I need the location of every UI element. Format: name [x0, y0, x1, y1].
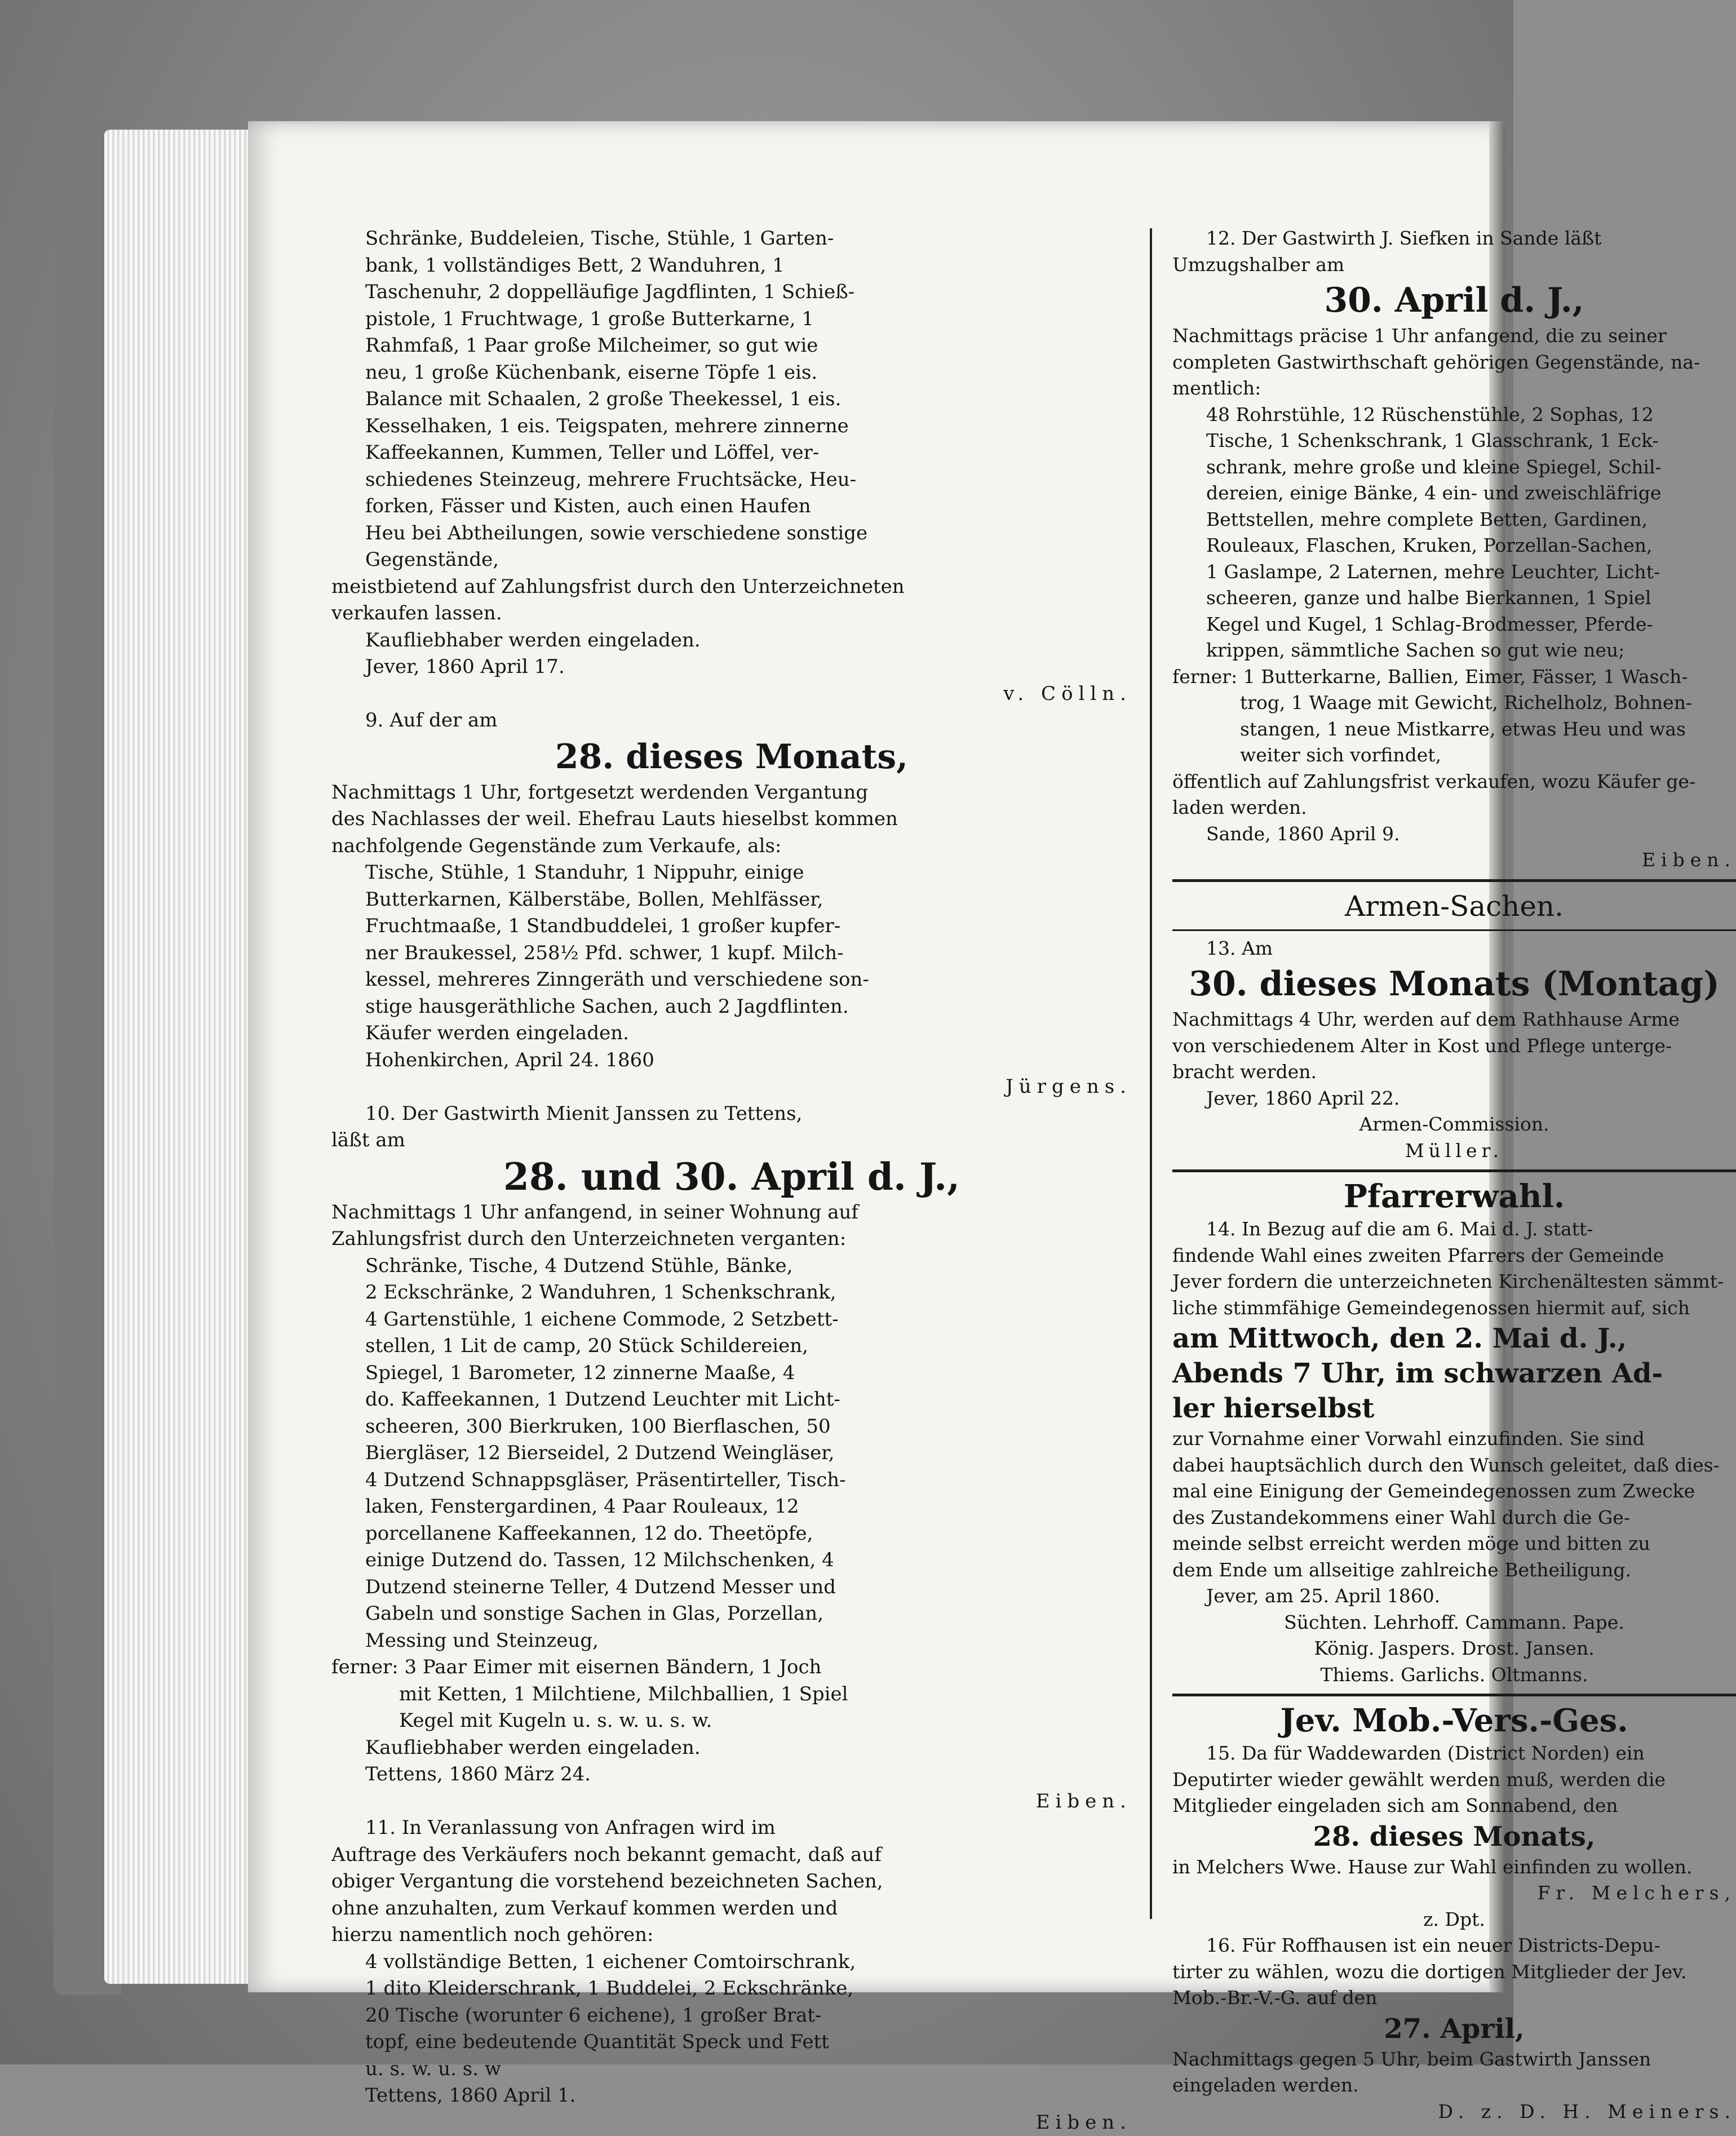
text-line: 16. Für Roffhausen ist ein neuer Districts-Depu- [1172, 1933, 1736, 1959]
text-line: mentlich: [1172, 375, 1736, 402]
text-line: completen Gastwirthschaft gehörigen Gegenstände, na- [1172, 349, 1736, 376]
text-line: ferner: 3 Paar Eimer mit eisernen Bändern, 1 Joch [331, 1654, 1132, 1681]
place-date: Jever, 1860 April 17. [331, 654, 1132, 681]
text-line: ferner: 1 Butterkarne, Ballien, Eimer, Fässer, 1 Wasch- [1172, 664, 1736, 690]
signature: Eiben. [331, 2110, 1132, 2136]
text-line: Auftrage des Verkäufers noch bekannt gemacht, daß auf [331, 1842, 1132, 1869]
text-line: zur Vornahme einer Vorwahl einzufinden. Sie sind [1172, 1426, 1736, 1452]
text-line: do. Kaffeekannen, 1 Dutzend Leuchter mit Licht- [365, 1386, 1132, 1413]
text-line: in Melchers Wwe. Hause zur Wahl einfinden zu wollen. [1172, 1854, 1736, 1881]
text-line: tirter zu wählen, wozu die dortigen Mitglieder der Jev. [1172, 1959, 1736, 1986]
text-line: Mitglieder eingeladen sich am Sonnabend, den [1172, 1793, 1736, 1819]
text-line: liche stimmfähige Gemeindegenossen hiermit auf, sich [1172, 1295, 1736, 1322]
entry-9 [331, 707, 1132, 1101]
entry-16 [1172, 1933, 1736, 2125]
text-line: schiedenes Steinzeug, mehrere Fruchtsäcke, Heu- [365, 467, 1132, 494]
text-line: mal eine Einigung der Gemeindegenossen zum Zwecke [1172, 1478, 1736, 1505]
entry-continued [331, 225, 1132, 707]
text-line: einige Dutzend do. Tassen, 12 Milchschenken, 4 [365, 1547, 1132, 1574]
meeting-date: ler hierselbst [1172, 1391, 1736, 1426]
text-line: meinde selbst erreicht werden möge und bitten zu [1172, 1531, 1736, 1557]
text-line: Zahlungsfrist durch den Unterzeichneten verganten: [331, 1226, 1132, 1253]
text-line: Gabeln und sonstige Sachen in Glas, Porzellan, [365, 1601, 1132, 1628]
section-heading-pfarrerwahl: Pfarrerwahl. [1172, 1177, 1736, 1216]
text-line: Messing und Steinzeug, [365, 1628, 1132, 1655]
text-line: findende Wahl eines zweiten Pfarrers der Gemeinde [1172, 1243, 1736, 1269]
item-list [1172, 402, 1736, 664]
text-line: 14. In Bezug auf die am 6. Mai d. J. statt- [1172, 1216, 1736, 1243]
text-line: 1 Gaslampe, 2 Laternen, mehre Leuchter, Licht- [1206, 559, 1736, 586]
text-line: Schränke, Tische, 4 Dutzend Stühle, Bänke, [365, 1253, 1132, 1280]
auction-date: 28. dieses Monats, [331, 734, 1132, 779]
text-line: 4 Gartenstühle, 1 eichene Commode, 2 Setzbett- [365, 1306, 1132, 1333]
entry-11 [331, 1815, 1132, 2136]
text-line: bank, 1 vollständiges Bett, 2 Wanduhren, 1 [365, 252, 1132, 280]
text-line: dabei hauptsächlich durch den Wunsch geleitet, daß dies- [1172, 1452, 1736, 1479]
text-line: topf, eine bedeutende Quantität Speck und Fett [365, 2029, 1132, 2056]
text-line: pistole, 1 Fruchtwage, 1 große Butterkarne, 1 [365, 306, 1132, 333]
auction-date: 28. und 30. April d. J., [331, 1154, 1132, 1199]
entry-intro: läßt am [331, 1127, 1132, 1154]
section-rule [1172, 1169, 1736, 1172]
right-column [1172, 225, 1736, 2125]
text-line: Nachmittags 1 Uhr anfangend, in seiner Wohnung auf [331, 1199, 1132, 1226]
meeting-date: 28. dieses Monats, [1172, 1819, 1736, 1854]
text-line: Kaffeekannen, Kummen, Teller und Löffel, ver- [365, 440, 1132, 467]
text-line: neu, 1 große Küchenbank, eiserne Töpfe 1 eis. [365, 360, 1132, 387]
text-line: Balance mit Schaalen, 2 große Theekessel, 1 eis. [365, 386, 1132, 413]
meeting-date: 27. April, [1172, 2011, 1736, 2046]
text-line: stige hausgeräthliche Sachen, auch 2 Jagdflinten. [365, 994, 1132, 1021]
text-line: des Zustandekommens einer Wahl durch die Ge- [1172, 1505, 1736, 1531]
entry-intro: 9. Auf der am [331, 707, 1132, 734]
text-line: Rahmfaß, 1 Paar große Milcheimer, so gut wie [365, 333, 1132, 360]
place-date: Tettens, 1860 März 24. [331, 1761, 1132, 1788]
meeting-date: am Mittwoch, den 2. Mai d. J., [1172, 1321, 1736, 1356]
text-line: Bettstellen, mehre complete Betten, Gardinen, [1206, 507, 1736, 533]
place-date: Sande, 1860 April 9. [1172, 821, 1736, 848]
entry-13 [1172, 936, 1736, 1164]
text-line: öffentlich auf Zahlungsfrist verkaufen, wozu Käufer ge- [1172, 769, 1736, 795]
signature: Jürgens. [331, 1074, 1132, 1101]
text-line: 2 Eckschränke, 2 Wanduhren, 1 Schenkschrank, [365, 1279, 1132, 1306]
meeting-date: Abends 7 Uhr, im schwarzen Ad- [1172, 1356, 1736, 1391]
text-line: Mob.-Br.-V.-G. auf den [1172, 1985, 1736, 2011]
text-line: Rouleaux, Flaschen, Kruken, Porzellan-Sachen, [1206, 533, 1736, 559]
text-line: trog, 1 Waage mit Gewicht, Richelholz, Bohnen- [1172, 690, 1736, 716]
text-line: schrank, mehre große und kleine Spiegel, Schil- [1206, 454, 1736, 481]
text-line: stellen, 1 Lit de camp, 20 Stück Schildereien, [365, 1333, 1132, 1360]
newspaper-page [248, 121, 1505, 1992]
text-line: Butterkarnen, Kälberstäbe, Bollen, Mehlfässer, [365, 887, 1132, 914]
text-line: scheeren, 300 Bierkruken, 100 Bierflaschen, 50 [365, 1413, 1132, 1441]
text-line: eingeladen werden. [1172, 2072, 1736, 2099]
text-line: Dutzend steinerne Teller, 4 Dutzend Messer und [365, 1574, 1132, 1601]
text-line: Fruchtmaaße, 1 Standbuddelei, 1 großer kupfer- [365, 913, 1132, 940]
meeting-date: 30. dieses Monats (Montag) [1172, 961, 1736, 1007]
buyers-invitation: Kaufliebhaber werden eingeladen. [331, 627, 1132, 654]
text-line: von verschiedenem Alter in Kost und Pflege unterge- [1172, 1033, 1736, 1060]
organization: Armen-Commission. [1172, 1111, 1736, 1138]
item-list [331, 1253, 1132, 1655]
text-line: Kesselhaken, 1 eis. Teigspaten, mehrere zinnerne [365, 413, 1132, 440]
place-date: Tettens, 1860 April 1. [331, 2082, 1132, 2110]
text-line: nachfolgende Gegenstände zum Verkaufe, als: [331, 833, 1132, 860]
text-line: Nachmittags präcise 1 Uhr anfangend, die zu seiner [1172, 323, 1736, 349]
text-line: forken, Fässer und Kisten, auch einen Haufen [365, 493, 1132, 520]
text-line: Deputirter wieder gewählt werden muß, werden die [1172, 1767, 1736, 1793]
text-line: Taschenuhr, 2 doppelläufige Jagdflinten, 1 Schieß- [365, 279, 1132, 306]
text-line: ohne anzuhalten, zum Verkauf kommen werden und [331, 1895, 1132, 1922]
text-line: mit Ketten, 1 Milchtiene, Milchballien, 1 Spiel [331, 1681, 1132, 1708]
text-line: dem Ende um allseitige zahlreiche Betheiligung. [1172, 1557, 1736, 1584]
entry-10 [331, 1101, 1132, 1815]
buyers-invitation: Kaufliebhaber werden eingeladen. [331, 1735, 1132, 1762]
signature: v. Cölln. [331, 681, 1132, 708]
place-date: Jever, 1860 April 22. [1172, 1085, 1736, 1112]
signature-title: z. Dpt. [1172, 1907, 1736, 1933]
text-line: Tische, Stühle, 1 Standuhr, 1 Nippuhr, einige [365, 859, 1132, 887]
text-line: Schränke, Buddeleien, Tische, Stühle, 1 Garten- [365, 225, 1132, 252]
text-line: Nachmittags 4 Uhr, werden auf dem Rathhause Arme [1172, 1007, 1736, 1033]
text-line: laken, Fenstergardinen, 4 Paar Rouleaux, 12 [365, 1494, 1132, 1521]
item-list [331, 1949, 1132, 2083]
text-line: 1 dito Kleiderschrank, 1 Buddelei, 2 Eckschränke, [365, 1975, 1132, 2002]
signer-line: Thiems. Garlichs. Oltmanns. [1172, 1662, 1736, 1689]
text-line: 48 Rohrstühle, 12 Rüschenstühle, 2 Sophas, 12 [1206, 402, 1736, 428]
text-line: weiter sich vorfindet, [1172, 742, 1736, 769]
entry-intro: 13. Am [1172, 936, 1736, 962]
text-line: porcellanene Kaffeekannen, 12 do. Theetöpfe, [365, 1521, 1132, 1548]
text-line: dereien, einige Bänke, 4 ein- und zweischläfrige [1206, 480, 1736, 507]
text-line: Kegel mit Kugeln u. s. w. u. s. w. [331, 1708, 1132, 1735]
text-line: Kegel und Kugel, 1 Schlag-Brodmesser, Pferde- [1206, 611, 1736, 638]
text-line: 20 Tische (worunter 6 eichene), 1 großer Brat- [365, 2002, 1132, 2029]
signature: Eiben. [1172, 847, 1736, 874]
entry-14 [1172, 1216, 1736, 1688]
signature: Müller. [1172, 1138, 1736, 1164]
entry-intro: Umzugshalber am [1172, 252, 1736, 278]
text-line: 15. Da für Waddewarden (District Norden) ein [1172, 1740, 1736, 1767]
column-divider [1150, 228, 1152, 1919]
text-line: Spiegel, 1 Barometer, 12 zinnerne Maaße, 4 [365, 1360, 1132, 1387]
text-line: Gegenstände, [365, 547, 1132, 574]
left-column [331, 225, 1132, 2136]
text-line: verkaufen lassen. [331, 600, 1132, 627]
text-line: krippen, sämmtliche Sachen so gut wie neu; [1206, 637, 1736, 664]
section-rule [1172, 879, 1736, 882]
section-rule [1172, 929, 1736, 931]
page-edges [104, 130, 268, 1984]
entry-12 [1172, 225, 1736, 874]
text-line: bracht werden. [1172, 1059, 1736, 1085]
entry-15 [1172, 1740, 1736, 1933]
auction-date: 30. April d. J., [1172, 278, 1736, 323]
text-line: 4 vollständige Betten, 1 eichener Comtoirschrank, [365, 1949, 1132, 1976]
text-line: kessel, mehreres Zinngeräth und verschiedene son- [365, 967, 1132, 994]
signature: Fr. Melchers, [1172, 1880, 1736, 1907]
text-line: ner Braukessel, 258½ Pfd. schwer, 1 kupf. Milch- [365, 940, 1132, 967]
text-line: 4 Dutzend Schnappsgläser, Präsentirteller, Tisch- [365, 1467, 1132, 1494]
signature: Eiben. [331, 1788, 1132, 1815]
text-line: obiger Vergantung die vorstehend bezeichneten Sachen, [331, 1868, 1132, 1895]
text-line: des Nachlasses der weil. Ehefrau Lauts hieselbst kommen [331, 806, 1132, 833]
buyers-invitation: Käufer werden eingeladen. [331, 1020, 1132, 1047]
section-rule [1172, 1694, 1736, 1696]
signer-line: Süchten. Lehrhoff. Cammann. Pape. [1172, 1610, 1736, 1636]
text-line: Tische, 1 Schenkschrank, 1 Glasschrank, 1 Eck- [1206, 428, 1736, 454]
signature: D. z. D. H. Meiners. [1172, 2099, 1736, 2125]
text-line: Nachmittags 1 Uhr, fortgesetzt werdenden Vergantung [331, 779, 1132, 806]
text-line: 11. In Veranlassung von Anfragen wird im [331, 1815, 1132, 1842]
signer-line: König. Jaspers. Drost. Jansen. [1172, 1636, 1736, 1662]
text-line: laden werden. [1172, 795, 1736, 821]
place-date: Hohenkirchen, April 24. 1860 [331, 1047, 1132, 1074]
entry-intro: 10. Der Gastwirth Mienit Janssen zu Tettens, [331, 1101, 1132, 1128]
text-line: meistbietend auf Zahlungsfrist durch den Unterzeichneten [331, 574, 1132, 601]
text-line: u. s. w. u. s. w [365, 2056, 1132, 2083]
text-line: Nachmittags gegen 5 Uhr, beim Gastwirth Janssen [1172, 2046, 1736, 2073]
section-heading-armen: Armen-Sachen. [1172, 887, 1736, 926]
item-list [331, 859, 1132, 1020]
text-line: Heu bei Abtheilungen, sowie verschiedene sonstige [365, 520, 1132, 547]
entry-intro: 12. Der Gastwirth J. Siefken in Sande läßt [1172, 225, 1736, 252]
section-heading-jev-mob: Jev. Mob.-Vers.-Ges. [1172, 1701, 1736, 1740]
text-line: scheeren, ganze und halbe Bierkannen, 1 Spiel [1206, 585, 1736, 611]
text-line: hierzu namentlich noch gehören: [331, 1922, 1132, 1949]
text-line: Jever fordern die unterzeichneten Kirchenältesten sämmt- [1172, 1269, 1736, 1295]
cont-item-list [331, 225, 1132, 574]
text-line: stangen, 1 neue Mistkarre, etwas Heu und was [1172, 716, 1736, 743]
place-date: Jever, am 25. April 1860. [1172, 1583, 1736, 1610]
text-line: Biergläser, 12 Bierseidel, 2 Dutzend Weingläser, [365, 1440, 1132, 1467]
